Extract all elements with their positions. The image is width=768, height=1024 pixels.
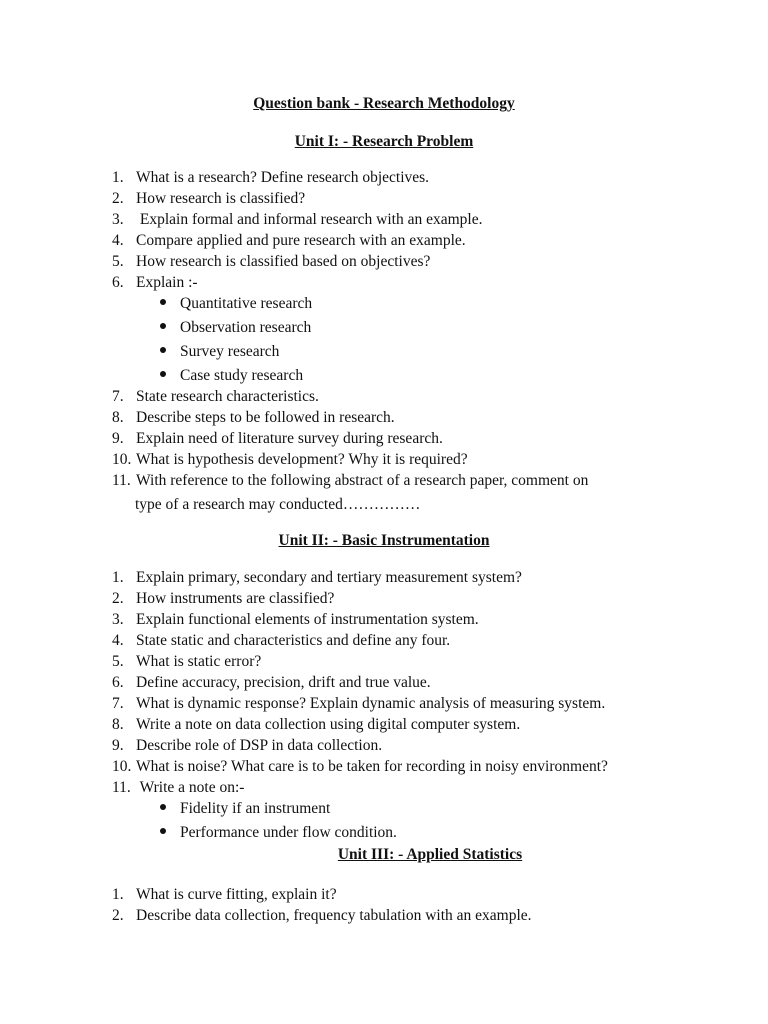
bullet-item: Survey research bbox=[160, 343, 279, 361]
bullet-item: Case study research bbox=[160, 367, 303, 385]
list-item: 10. What is hypothesis development? Why it is required? bbox=[112, 451, 468, 468]
list-item: 3. Explain formal and informal research with an example. bbox=[112, 211, 483, 228]
list-item: 1. What is curve fitting, explain it? bbox=[112, 886, 337, 903]
list-item: 4. State static and characteristics and define any four. bbox=[112, 632, 451, 649]
unit-2-heading: Unit II: - Basic Instrumentation bbox=[278, 532, 490, 549]
list-item: 11. With reference to the following abstract of a research paper, comment on bbox=[112, 472, 589, 489]
bullet-item: Observation research bbox=[160, 319, 311, 337]
list-item: 10. What is noise? What care is to be taken for recording in noisy environment? bbox=[112, 758, 608, 775]
unit-1-heading: Unit I: - Research Problem bbox=[294, 133, 474, 150]
list-item: 1. What is a research? Define research objectives. bbox=[112, 169, 430, 186]
list-item: 9. Explain need of literature survey during research. bbox=[112, 430, 443, 447]
list-item: 6. Define accuracy, precision, drift and true value. bbox=[112, 674, 431, 691]
list-item: 11. Write a note on:- bbox=[112, 779, 245, 796]
list-item-continuation: type of a research may conducted…………… bbox=[135, 496, 421, 513]
list-item: 6. Explain :- bbox=[112, 274, 198, 291]
document-title: Question bank - Research Methodology bbox=[253, 95, 515, 112]
list-item: 3. Explain functional elements of instrumentation system. bbox=[112, 611, 479, 628]
bullet-icon bbox=[160, 347, 166, 353]
bullet-icon bbox=[160, 323, 166, 329]
bullet-item: Fidelity if an instrument bbox=[160, 800, 330, 818]
list-item: 8. Describe steps to be followed in research. bbox=[112, 409, 395, 426]
bullet-icon bbox=[160, 299, 166, 305]
list-item: 2. How instruments are classified? bbox=[112, 590, 335, 607]
list-item: 2. Describe data collection, frequency tabulation with an example. bbox=[112, 907, 532, 924]
bullet-icon bbox=[160, 371, 166, 377]
bullet-icon bbox=[160, 804, 166, 810]
list-item: 5. What is static error? bbox=[112, 653, 262, 670]
bullet-item: Quantitative research bbox=[160, 295, 312, 313]
bullet-item: Performance under flow condition. bbox=[160, 824, 397, 842]
list-item: 7. State research characteristics. bbox=[112, 388, 319, 405]
list-item: 2. How research is classified? bbox=[112, 190, 306, 207]
list-item: 5. How research is classified based on objectives? bbox=[112, 253, 431, 270]
list-item: 9. Describe role of DSP in data collection. bbox=[112, 737, 383, 754]
list-item: 1. Explain primary, secondary and tertiary measurement system? bbox=[112, 569, 522, 586]
list-item: 8. Write a note on data collection using digital computer system. bbox=[112, 716, 521, 733]
list-item: 4. Compare applied and pure research with an example. bbox=[112, 232, 466, 249]
bullet-icon bbox=[160, 828, 166, 834]
list-item: 7. What is dynamic response? Explain dynamic analysis of measuring system. bbox=[112, 695, 606, 712]
unit-3-heading: Unit III: - Applied Statistics bbox=[337, 846, 523, 863]
